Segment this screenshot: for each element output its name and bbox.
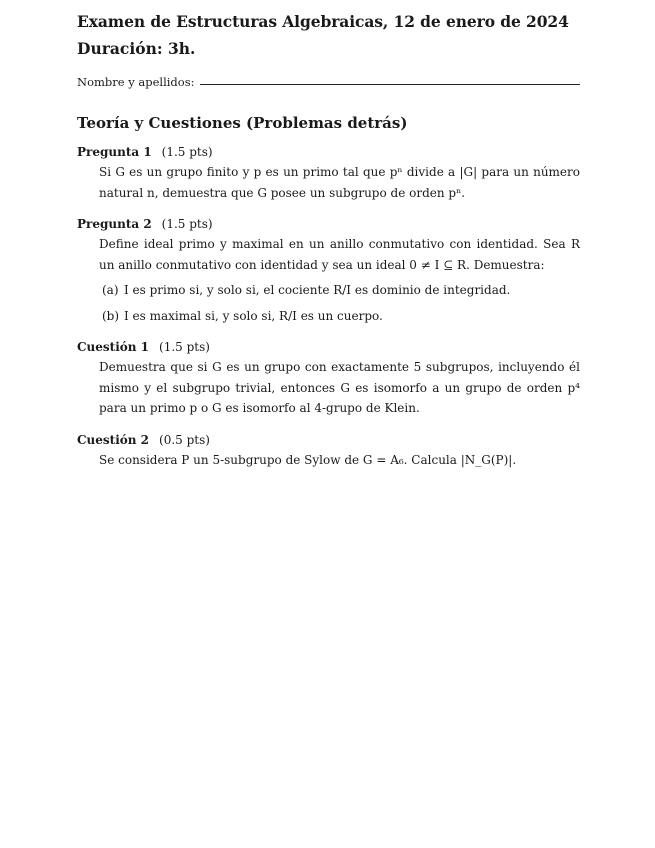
exam-page [77,10,580,470]
name-label: Nombre y apellidos: [77,75,195,89]
sub-item-text: I es primo si, y solo si, el cociente R/I es dominio de integridad. [124,283,511,297]
question-body: Si G es un grupo finito y p es un primo tal que pⁿ divide a |G| para un número natural n, demuestra que G posee un subgrupo de orden pⁿ. [99,165,580,200]
sub-item-a [99,280,580,301]
question-header [77,432,580,448]
name-blank-line [200,84,580,85]
question-header [77,144,580,160]
question-4 [77,432,580,471]
question-body: Define ideal primo y maximal en un anillo conmutativo con identidad. Sea R un anillo conmutativo con identidad y sea un ideal 0 ≠ I ⊆ R. Demuestra: [99,237,580,272]
question-3 [77,339,580,419]
question-points: (0.5 pts) [159,432,210,447]
exam-duration: Duración: 3h. [77,39,196,58]
question-body: Se considera P un 5-subgrupo de Sylow de G = A₆. Calcula |N_G(P)|. [99,452,517,467]
question-label: Cuestión 2 [77,432,150,447]
sub-items [99,280,580,326]
question-header [77,339,580,355]
question-2 [77,216,580,326]
question-body: Demuestra que si G es un grupo con exactamente 5 subgrupos, incluyendo él mismo y el subgrupo trivial, entonces G es isomorfo a un grupo de orden p⁴ para un primo p o G es isomorfo al 4-grupo de Klein. [99,360,580,415]
sub-item-label: (b) [102,308,120,323]
question-header [77,216,580,232]
question-points: (1.5 pts) [161,145,213,159]
question-label: Cuestión 1 [77,340,150,354]
name-field-row [77,75,580,89]
sub-item-b [99,306,580,327]
question-points: (1.5 pts) [159,340,210,354]
question-1 [77,144,580,203]
question-points: (1.5 pts) [161,217,213,231]
question-label: Pregunta 2 [77,217,152,231]
question-label: Pregunta 1 [77,145,152,159]
section-title: Teoría y Cuestiones (Problemas detrás) [77,114,408,132]
sub-item-label: (a) [102,283,119,297]
sub-item-text: I es maximal si, y solo si, R/I es un cuerpo. [124,308,383,323]
exam-title: Examen de Estructuras Algebraicas, 12 de enero de 2024 [77,12,569,31]
